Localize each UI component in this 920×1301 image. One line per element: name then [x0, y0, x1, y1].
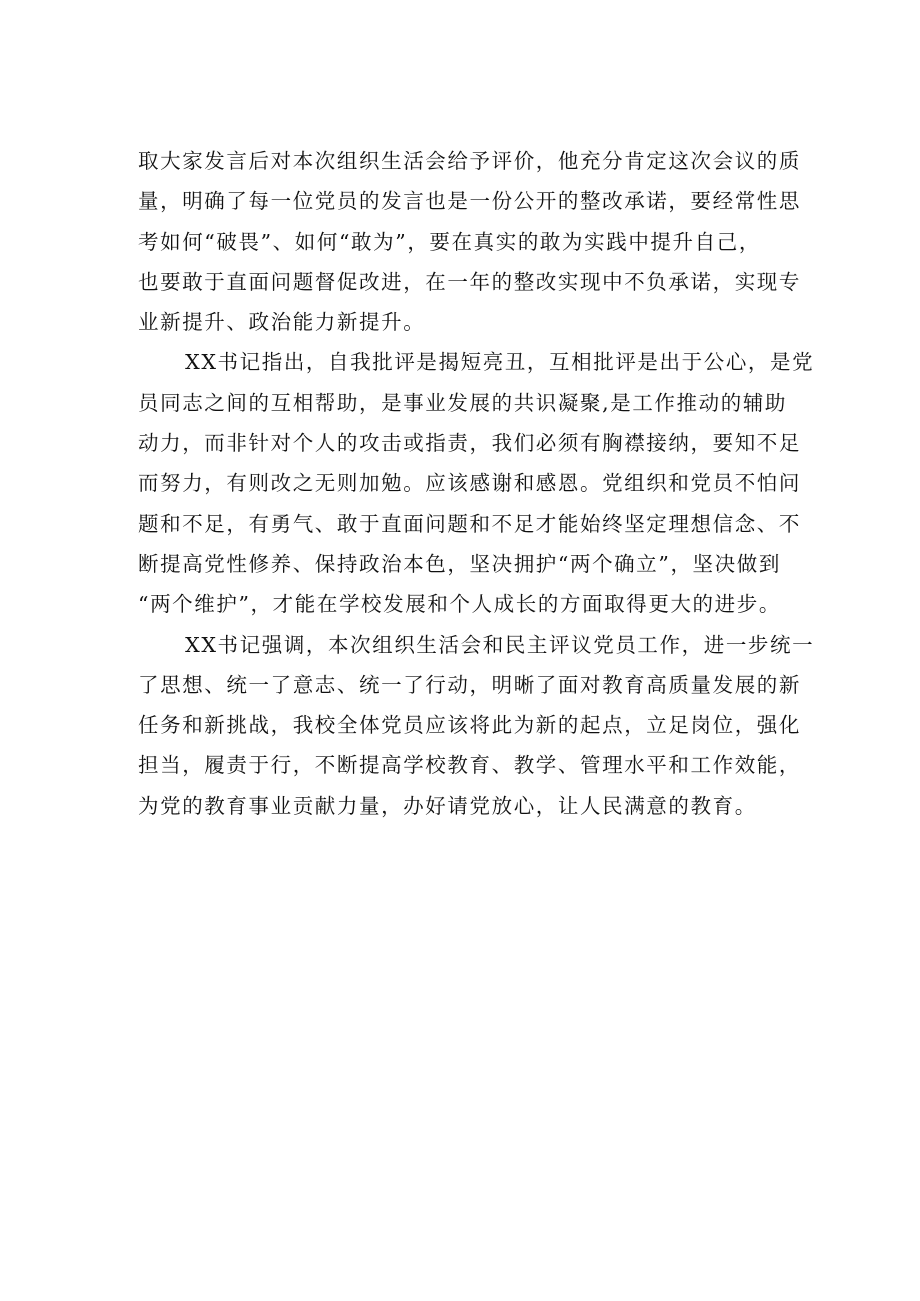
paragraph-1	[138, 141, 801, 342]
text-line: 取大家发言后对本次组织生活会给予评价，他充分肯定这次会议的质	[138, 149, 801, 173]
text-line: 任务和新挑战，我校全体党员应该将此为新的起点，立足岗位，强化	[138, 713, 801, 738]
text-line: 考如何“破畏”、如何“敢为”，要在真实的敢为实践中提升自己，	[138, 229, 761, 254]
text-line: XX书记强调，本次组织生活会和民主评议党员工作，进一步统一	[185, 632, 815, 657]
text-line: 员同志之间的互相帮助，是事业发展的共识凝聚,是工作推动的辅助	[138, 390, 788, 415]
text-line: 动力，而非针对个人的攻击或指责，我们必须有胸襟接纳，要知不足	[138, 431, 801, 456]
text-line: 也要敢于直面问题督促改进，在一年的整改实现中不负承诺，实现专	[138, 269, 801, 294]
text-line: 担当，履责于行，不断提高学校教育、教学、管理水平和工作效能，	[138, 753, 801, 778]
text-line: 而努力，有则改之无则加勉。应该感谢和感恩。党组织和党员不怕问	[138, 471, 801, 496]
document-body	[138, 141, 815, 826]
paragraph-3	[138, 625, 815, 826]
text-line: 了思想、统一了意志、统一了行动，明晰了面对教育高质量发展的新	[138, 672, 801, 697]
text-line: 题和不足，有勇气、敢于直面问题和不足才能始终坚定理想信念、不	[138, 511, 801, 536]
paragraph-2	[138, 342, 815, 624]
text-line: XX书记指出，自我批评是揭短亮丑，互相批评是出于公心，是党	[185, 350, 815, 375]
text-line: “两个维护”，才能在学校发展和个人成长的方面取得更大的进步。	[138, 592, 781, 617]
text-line: 断提高党性修养、保持政治本色，坚决拥护“两个确立”，坚决做到	[138, 551, 781, 576]
text-line: 业新提升、政治能力新提升。	[138, 310, 426, 335]
text-line: 为党的教育事业贡献力量，办好请党放心，让人民满意的教育。	[138, 793, 757, 818]
text-line: 量，明确了每一位党员的发言也是一份公开的整改承诺，要经常性思	[138, 189, 801, 214]
